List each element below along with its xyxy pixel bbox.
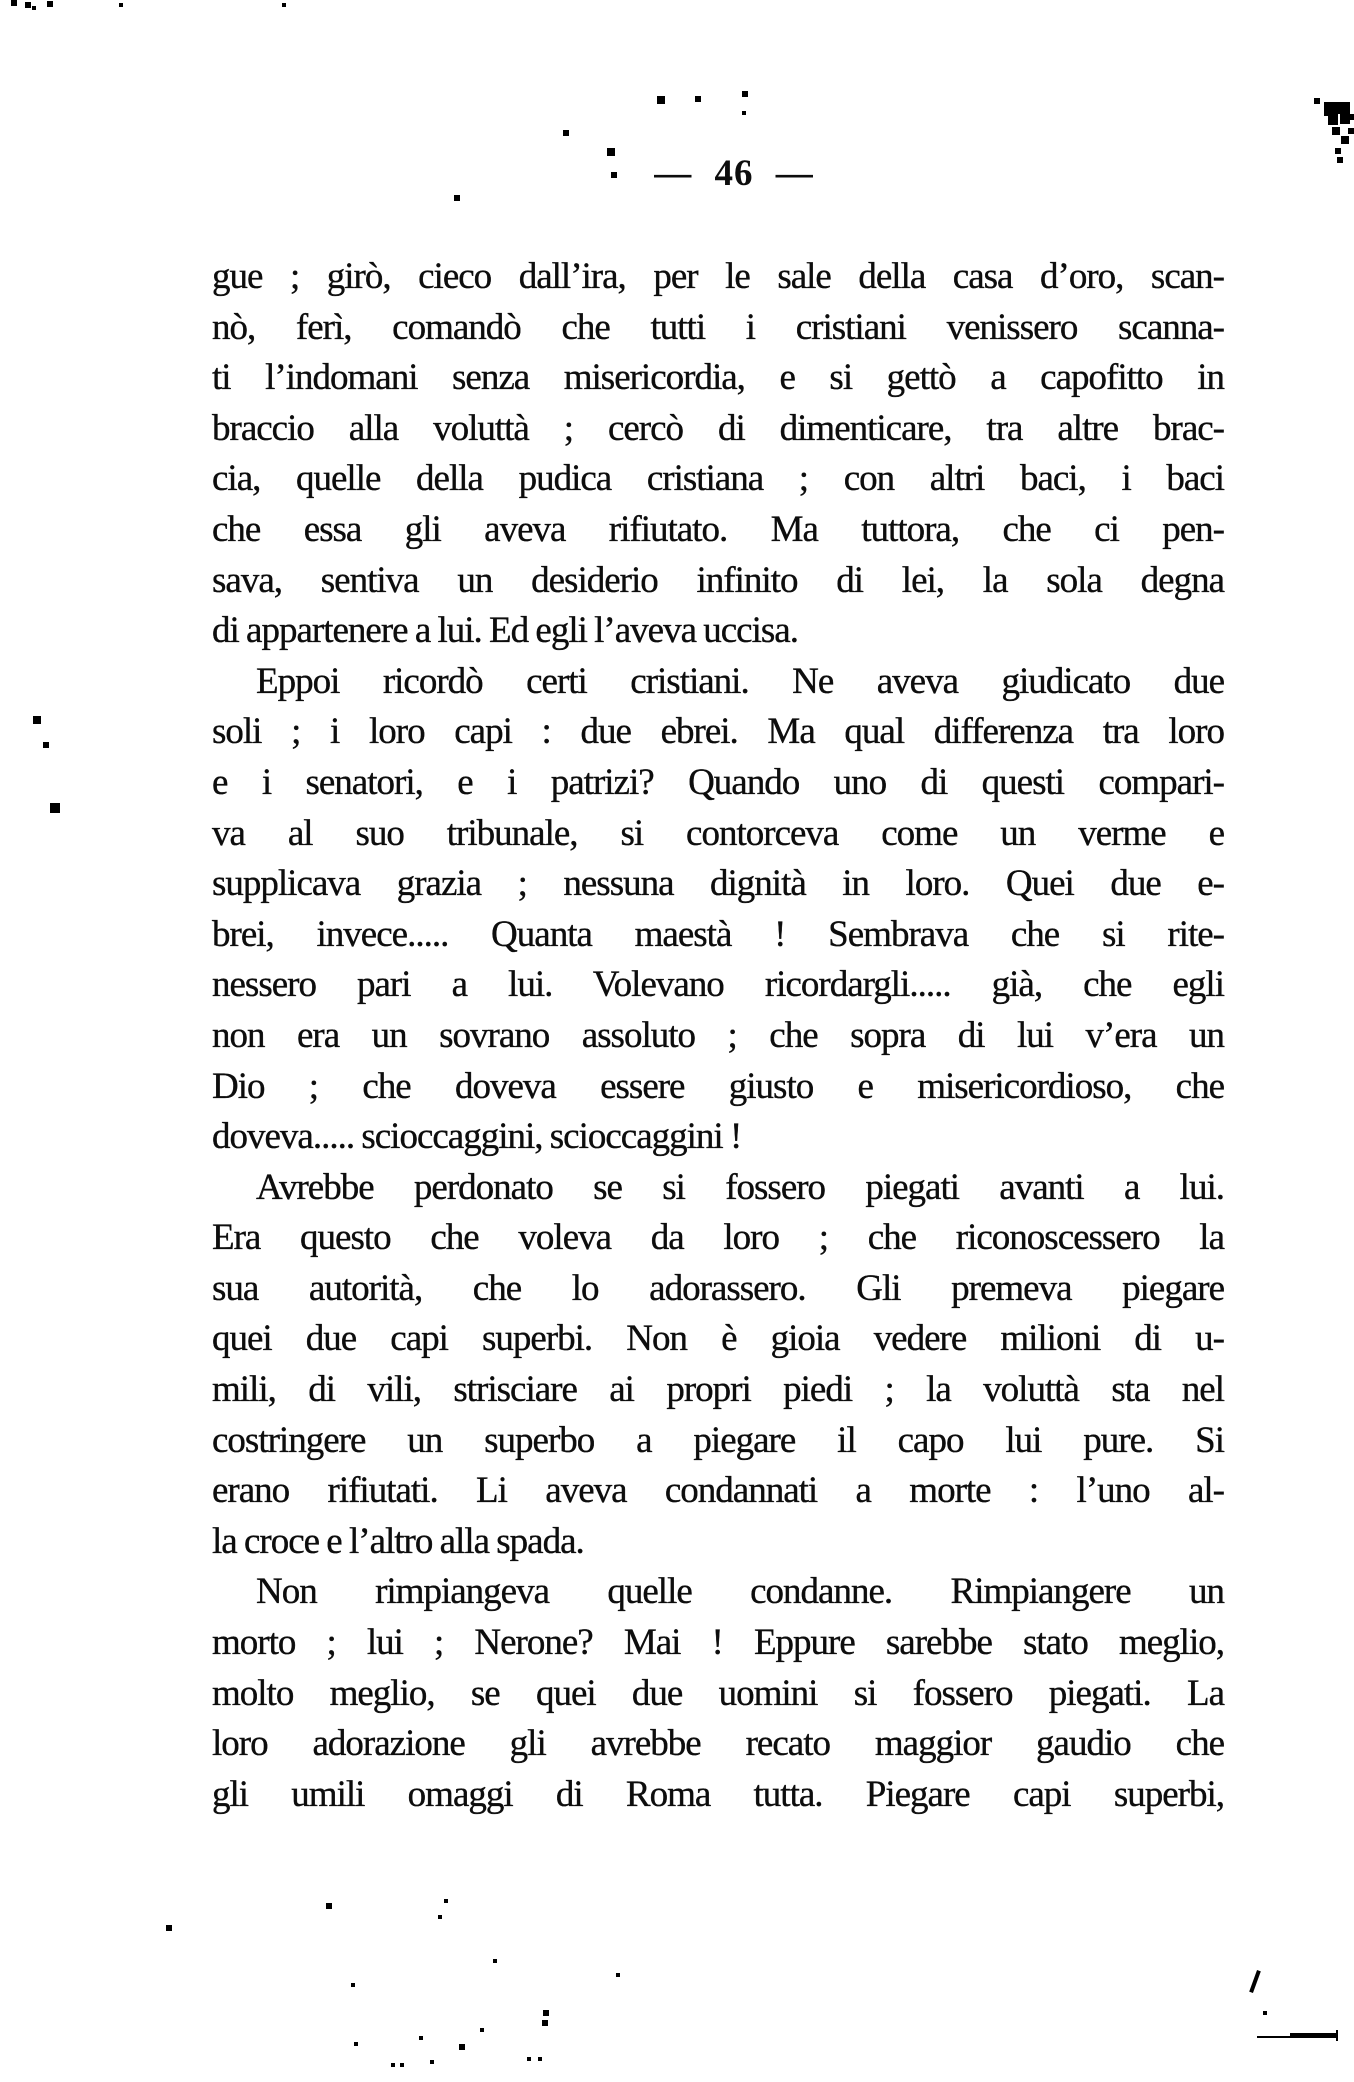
- text-line: mili, di vili, strisciare ai propri piedi ; la voluttà sta nel: [212, 1369, 1224, 1411]
- text-line: costringere un superbo a piegare il capo lui pure. Si: [212, 1419, 1224, 1461]
- text-line: ti l’indomani senza misericordia, e si gettò a capofitto in: [212, 357, 1224, 399]
- text-line: Eppoi ricordò certi cristiani. Ne aveva giudicato due: [256, 660, 1224, 702]
- text-line: morto ; lui ; Nerone? Mai ! Eppure sarebbe stato meglio,: [212, 1622, 1224, 1664]
- pen-slash-mark: [1249, 1970, 1261, 1993]
- text-line: gue ; girò, cieco dall’ira, per le sale della casa d’oro, scan-: [212, 256, 1224, 297]
- text-line: nò, ferì, comandò che tutti i cristiani venissero scanna-: [212, 306, 1224, 348]
- text-line: molto meglio, se quei due uomini si fossero piegati. La: [212, 1672, 1224, 1714]
- text-line: soli ; i loro capi : due ebrei. Ma qual differenza tra loro: [212, 711, 1224, 753]
- text-line: di appartenere a lui. Ed egli l’aveva uccisa.: [212, 610, 798, 652]
- body-text: [212, 252, 1224, 1820]
- text-line: loro adorazione gli avrebbe recato maggior gaudio che: [212, 1723, 1224, 1765]
- text-line: Non rimpiangeva quelle condanne. Rimpiangere un: [256, 1571, 1224, 1613]
- text-line: braccio alla voluttà ; cercò di dimenticare, tra altre brac-: [212, 407, 1224, 449]
- pen-tick-mark: [1336, 2030, 1338, 2041]
- text-line: la croce e l’altro alla spada.: [212, 1520, 584, 1562]
- text-line: Avrebbe perdonato se si fossero piegati avanti a lui.: [256, 1166, 1224, 1208]
- text-line: erano rifiutati. Li aveva condannati a morte : l’uno al-: [212, 1470, 1224, 1512]
- text-line: Dio ; che doveva essere giusto e misericordioso, che: [212, 1065, 1224, 1107]
- text-line: gli umili omaggi di Roma tutta. Piegare capi superbi,: [212, 1773, 1224, 1815]
- text-line: e i senatori, e i patrizi? Quando uno di questi compari-: [212, 761, 1224, 803]
- text-line: quei due capi superbi. Non è gioia vedere milioni di u-: [212, 1318, 1224, 1360]
- page-number: — 46 —: [654, 153, 814, 194]
- text-line: sava, sentiva un desiderio infinito di lei, la sola degna: [212, 559, 1224, 601]
- text-line: cia, quelle della pudica cristiana ; con altri baci, i baci: [212, 458, 1224, 500]
- text-line: supplicava grazia ; nessuna dignità in loro. Quei due e-: [212, 863, 1224, 905]
- text-line: non era un sovrano assoluto ; che sopra di lui v’era un: [212, 1014, 1224, 1056]
- text-line: che essa gli aveva rifiutato. Ma tuttora, che ci pen-: [212, 508, 1224, 550]
- text-line: brei, invece..... Quanta maestà ! Sembrava che si rite-: [212, 913, 1224, 955]
- pen-underline-mark-thick: [1290, 2033, 1336, 2038]
- text-line: sua autorità, che lo adorassero. Gli premeva piegare: [212, 1267, 1224, 1309]
- text-line: va al suo tribunale, si contorceva come un verme e: [212, 812, 1224, 854]
- text-line: Era questo che voleva da loro ; che riconoscessero la: [212, 1217, 1224, 1259]
- text-line: nessero pari a lui. Volevano ricordargli..... già, che egli: [212, 964, 1224, 1006]
- text-line: doveva..... scioccaggini, scioccaggini !: [212, 1116, 742, 1158]
